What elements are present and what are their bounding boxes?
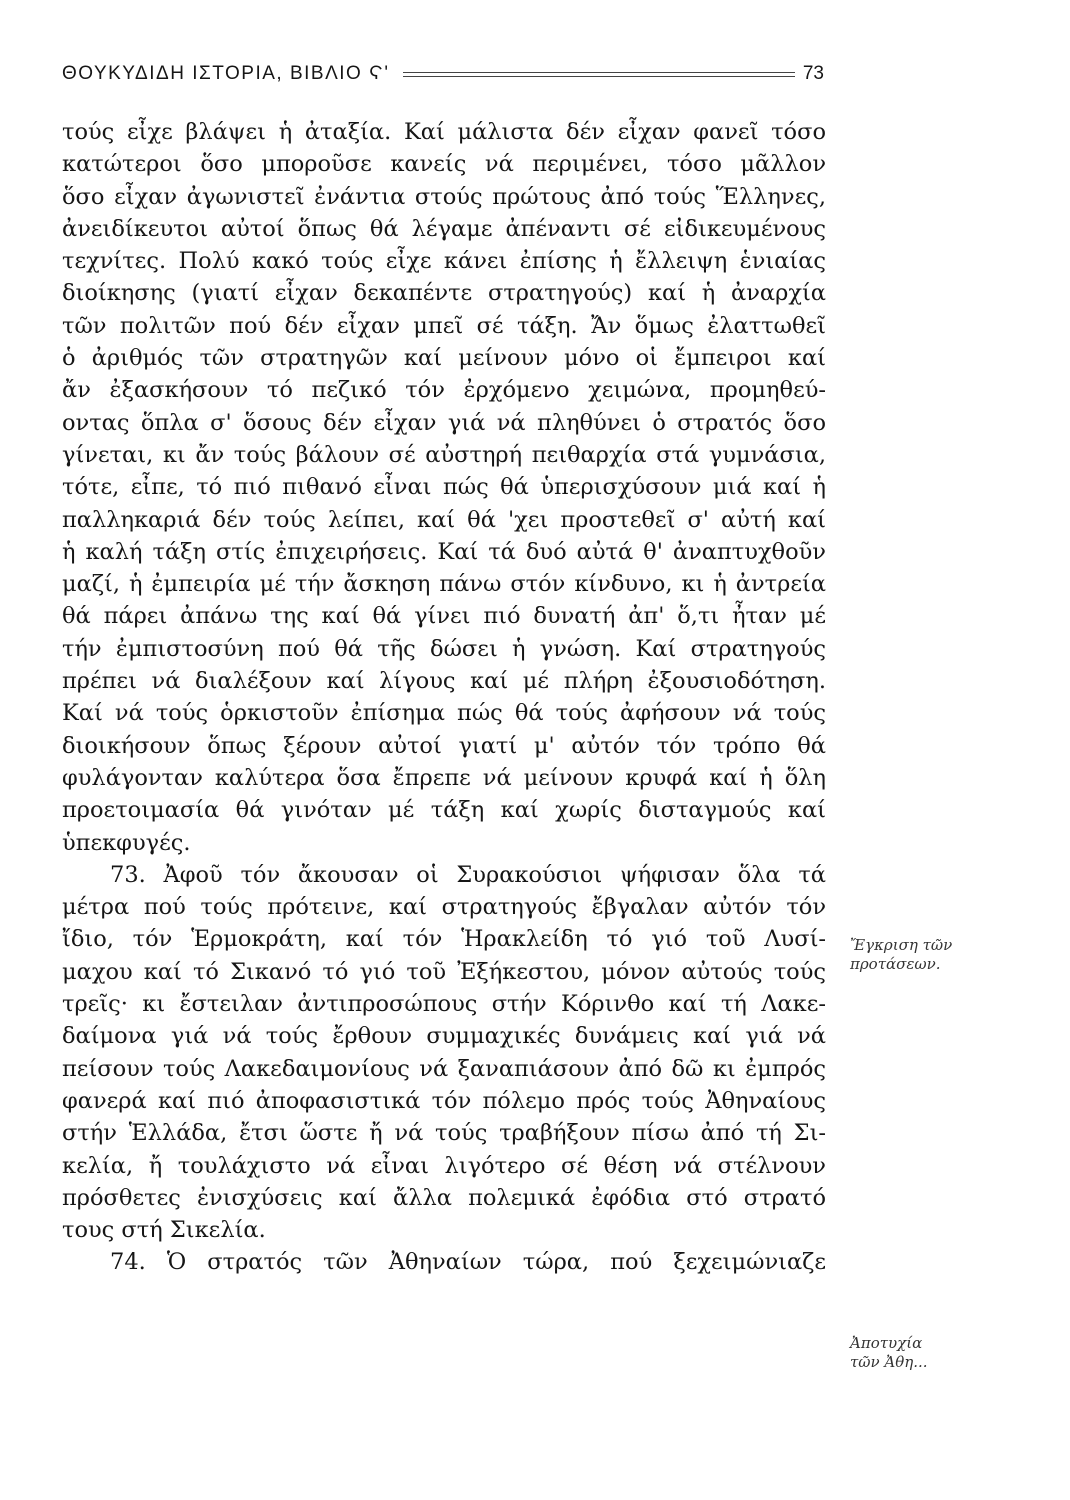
text-line: τότε, εἶπε, τό πιό πιθανό εἶναι πώς θά ὑπερισχύσουν μιά καί ἡ [62,474,826,501]
text-line: μαζί, ἡ ἐμπειρία μέ τήν ἄσκηση πάνω στόν κίνδυνο, κι ἡ ἀντρεία [62,571,826,598]
text-line: τῶν πολιτῶν πού δέν εἶχαν μπεῖ σέ τάξη. Ἄν ὅμως ἐλαττωθεῖ [62,312,826,339]
text-line: τρεῖς· κι ἔστειλαν ἀντιπροσώπους στήν Κόρινθο καί τή Λακε- [62,991,826,1018]
text-line: γίνεται, κι ἄν τούς βάλουν σέ αὐστηρή πειθαρχία στά γυμνάσια, [62,441,826,468]
text-line: θά πάρει ἀπάνω της καί θά γίνει πιό δυνατή ἀπ' ὅ,τι ἦταν μέ [62,603,826,630]
text-line: παλληκαριά δέν τούς λείπει, καί θά 'χει προστεθεῖ σ' αὐτή καί [62,506,826,533]
text-line: πρόσθετες ἐνισχύσεις καί ἄλλα πολεμικά ἐφόδια στό στρατό [62,1184,826,1211]
text-line: προετοιμασία θά γινόταν μέ τάξη καί χωρίς δισταγμούς καί [62,797,826,824]
text-line: τήν ἐμπιστοσύνη πού θά τῆς δώσει ἡ γνώση. Καί στρατηγούς [62,635,826,662]
paragraph-start-73: 73. Ἀφοῦ τόν ἄκουσαν οἱ Συρακούσιοι ψήφισαν ὅλα τά [110,861,826,888]
text-line: ἡ καλή τάξη στίς ἐπιχειρήσεις. Καί τά δυό αὐτά θ' ἀναπτυχθοῦν [62,538,826,565]
text-line: ὅσο εἶχαν ἀγωνιστεῖ ἐνάντια στούς πρώτους ἀπό τούς Ἕλληνες, [62,183,826,210]
header-rule [403,72,794,77]
text-line: ἀνειδίκευτοι αὐτοί ὅπως θά λέγαμε ἀπέναντι σέ εἰδικευμένους [62,215,826,242]
body-text [62,116,826,1279]
text-line: ὑπεκφυγές. [62,829,191,856]
running-header [62,58,824,90]
text-line: στήν Ἑλλάδα, ἔτσι ὥστε ἤ νά τούς τραβήξουν πίσω ἀπό τή Σι- [62,1120,826,1147]
page-number: 73 [802,63,824,84]
text-line: πείσουν τούς Λακεδαιμονίους νά ξαναπιάσουν ἀπό δῶ κι ἐμπρός [62,1055,826,1082]
text-line: κελία, ἤ τουλάχιστο νά εἶναι λιγότερο σέ θέση νά στέλνουν [62,1152,826,1179]
text-line: οντας ὅπλα σ' ὅσους δέν εἶχαν γιά νά πληθύνει ὁ στρατός ὅσο [62,409,826,436]
text-line: μέτρα πού τούς πρότεινε, καί στρατηγούς ἔβγαλαν αὐτόν τόν [62,894,826,921]
text-line: ἄν ἐξασκήσουν τό πεζικό τόν ἐρχόμενο χειμώνα, προμηθεύ- [62,377,826,404]
margin-note-line: προτάσεων. [850,955,941,973]
text-line: φυλάγονταν καλύτερα ὅσα ἔπρεπε νά μείνουν κρυφά καί ἡ ὅλη [62,764,826,791]
text-line: διοικήσουν ὅπως ξέρουν αὐτοί γιατί μ' αὐτόν τόν τρόπο θά [62,732,826,759]
text-line: πρέπει νά διαλέξουν καί λίγους καί μέ πλήρη ἐξουσιοδότηση. [62,668,826,695]
margin-note-approval [850,936,1030,974]
text-line: τούς εἶχε βλάψει ἡ ἀταξία. Καί μάλιστα δέν εἶχαν φανεῖ τόσο [62,119,826,145]
text-line: φανερά καί πιό ἀποφασιστικά τόν πόλεμο πρός τούς Ἀθηναίους [62,1087,826,1114]
text-line: μαχου καί τό Σικανό τό γιό τοῦ Ἐξήκεστου, μόνον αὐτούς τούς [62,958,826,985]
text-line: δαίμονα γιά νά τούς ἔρθουν συμμαχικές δυνάμεις καί γιά νά [62,1023,826,1050]
text-line: κατώτεροι ὅσο μποροῦσε κανείς νά περιμένει, τόσο μᾶλλον [62,151,826,178]
text-line: τους στή Σικελία. [62,1217,266,1244]
text-line: ὁ ἀριθμός τῶν στρατηγῶν καί μείνουν μόνο οἱ ἔμπειροι καί [62,345,826,372]
margin-note-failure [850,1334,1030,1372]
margin-note-line: Ἔγκριση τῶν [850,936,953,954]
text-line: διοίκησης (γιατί εἶχαν δεκαπέντε στρατηγούς) καί ἡ ἀναρχία [62,280,826,307]
paragraph-start-74: 74. Ὁ στρατός τῶν Ἀθηναίων τώρα, πού ξεχειμώνιαζε [110,1249,826,1276]
margin-note-line: τῶν Ἀθη... [850,1353,928,1371]
running-title: ΘΟΥΚΥΔΙΔΗ ΙΣΤΟΡΙΑ, ΒΙΒΛΙΟ Ϛ' [62,63,390,84]
text-line: τεχνίτες. Πολύ κακό τούς εἶχε κάνει ἐπίσης ἡ ἔλλειψη ἑνιαίας [62,248,826,275]
text-line: Καί νά τούς ὁρκιστοῦν ἐπίσημα πώς θά τούς ἀφήσουν νά τούς [62,700,826,727]
text-line: ἴδιο, τόν Ἑρμοκράτη, καί τόν Ἡρακλείδη τό γιό τοῦ Λυσί- [62,926,826,953]
margin-note-line: Ἀποτυχία [850,1334,923,1352]
